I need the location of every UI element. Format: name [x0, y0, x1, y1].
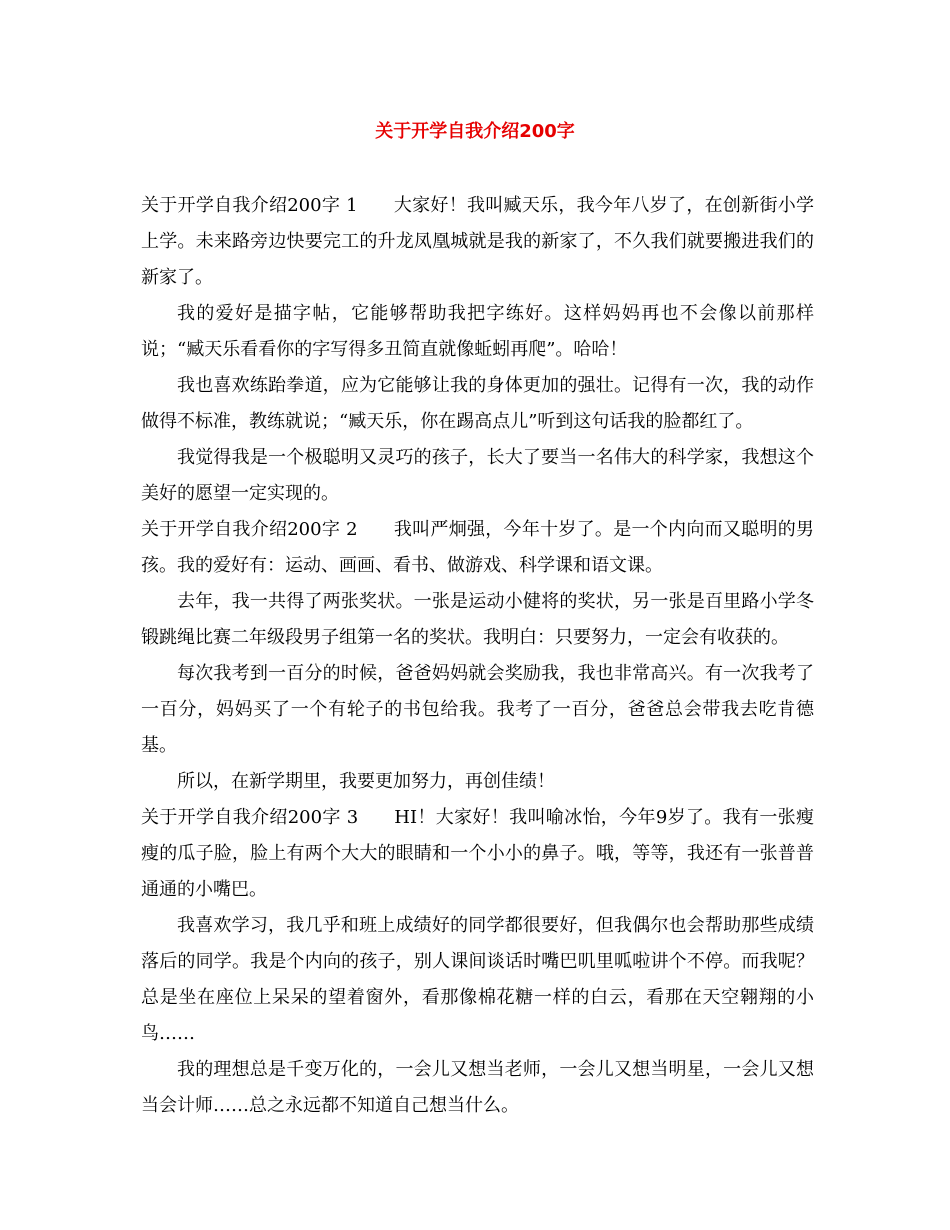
- section-1-paragraph-2: 我也喜欢练跆拳道，应为它能够让我的身体更加的强壮。记得有一次，我的动作做得不标准，教练就说；“臧天乐，你在踢高点儿”听到这句话我的脸都红了。: [141, 375, 814, 432]
- section-1-intro: [141, 188, 814, 296]
- section-3-first-paragraph: HI！大家好！我叫喻冰怡，今年9岁了。我有一张瘦瘦的瓜子脸，脸上有两个大大的眼睛和一个小小的鼻子。哦，等等，我还有一张普普通通的小嘴巴。: [141, 807, 814, 900]
- section-1-paragraph-3: 我觉得我是一个极聪明又灵巧的孩子，长大了要当一名伟大的科学家，我想这个美好的愿望一定实现的。: [141, 447, 814, 504]
- section-2-intro: [141, 512, 814, 584]
- section-2-heading: 关于开学自我介绍200字 2: [141, 519, 358, 540]
- section-1-paragraph-1: 我的爱好是描字帖，它能够帮助我把字练好。这样妈妈再也不会像以前那样说；“臧天乐看看你的字写得多丑简直就像蚯蚓再爬”。哈哈！: [141, 303, 814, 360]
- section-3-paragraph-2: 我的理想总是千变万化的，一会儿又想当老师，一会儿又想当明星，一会儿又想当会计师……总之永远都不知道自己想当什么。: [141, 1059, 814, 1116]
- section-3-heading: 关于开学自我介绍200字 3: [141, 807, 359, 828]
- section-3-paragraph-1: 我喜欢学习，我几乎和班上成绩好的同学都很要好，但我偶尔也会帮助那些成绩落后的同学。我是个内向的孩子，别人课间谈话时嘴巴叽里呱啦讲个不停。而我呢？总是坐在座位上呆呆的望着窗外，看那像棉花糖一样的白云，看那在天空翱翔的小鸟……: [141, 915, 814, 1044]
- section-2-first-paragraph: 我叫严炯强，今年十岁了。是一个内向而又聪明的男孩。我的爱好有：运动、画画、看书、做游戏、科学课和语文课。: [141, 519, 814, 576]
- section-3-intro: [141, 800, 814, 908]
- section-1-heading: 关于开学自我介绍200字 1: [141, 195, 358, 216]
- section-2-paragraph-1: 去年，我一共得了两张奖状。一张是运动小健将的奖状，另一张是百里路小学冬锻跳绳比赛二年级段男子组第一名的奖状。我明白：只要努力，一定会有收获的。: [141, 591, 814, 648]
- section-2-paragraph-3: 所以，在新学期里，我要更加努力，再创佳绩！: [177, 771, 555, 792]
- document-title: 关于开学自我介绍200字: [375, 121, 575, 142]
- document-body: [141, 188, 814, 1124]
- section-2-paragraph-2: 每次我考到一百分的时候，爸爸妈妈就会奖励我，我也非常高兴。有一次我考了一百分，妈妈买了一个有轮子的书包给我。我考了一百分，爸爸总会带我去吃肯德基。: [141, 663, 814, 756]
- section-1-first-paragraph: 大家好！我叫臧天乐，我今年八岁了，在创新街小学上学。未来路旁边快要完工的升龙凤凰城就是我的新家了，不久我们就要搬进我们的新家了。: [141, 195, 814, 288]
